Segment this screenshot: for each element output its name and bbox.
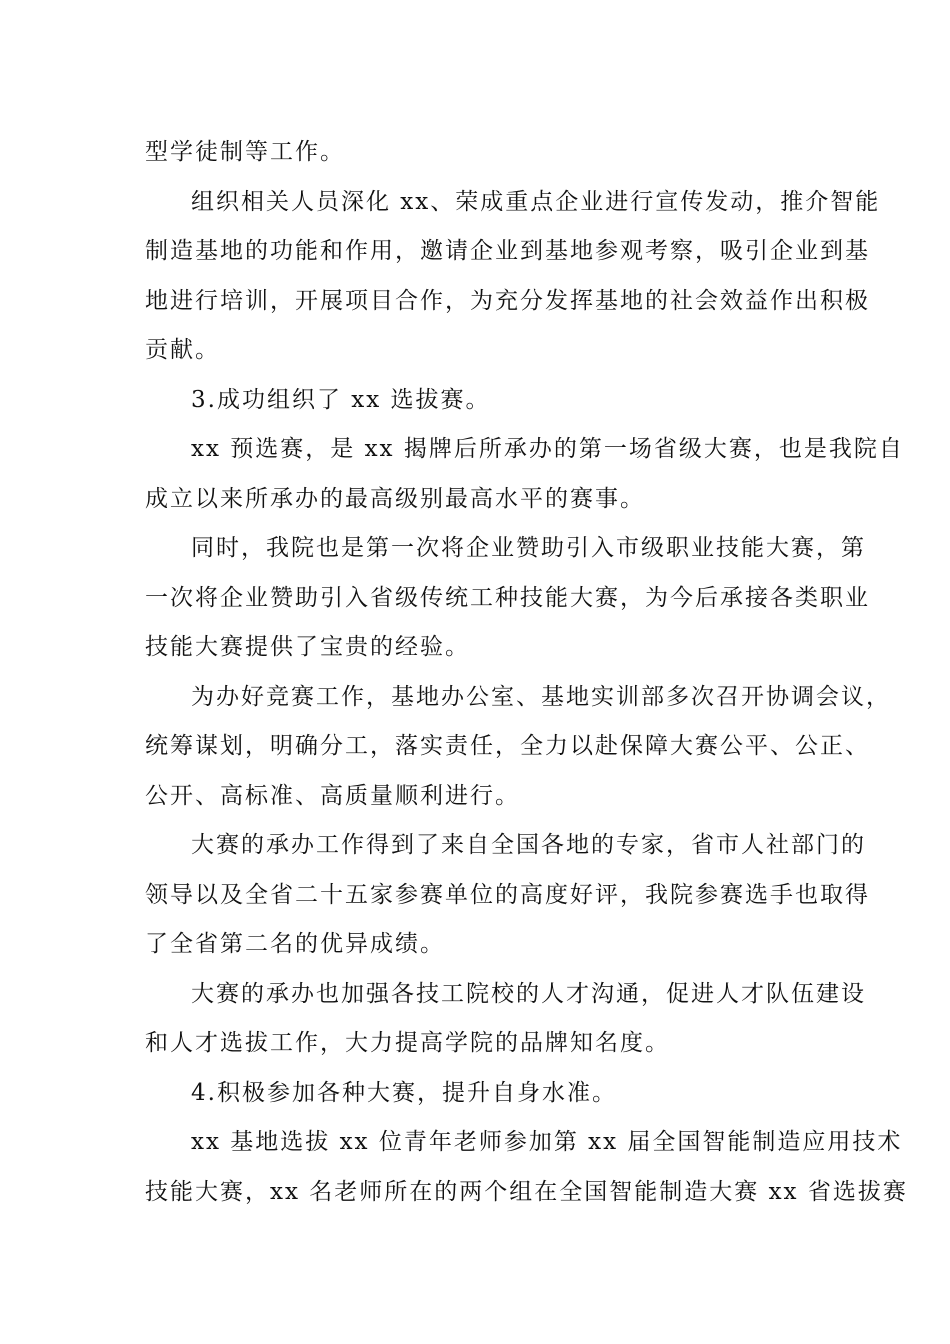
text-line: xx 预选赛，是 xx 揭牌后所承办的第一场省级大赛，也是我院自 [191, 436, 904, 462]
text-line: 大赛的承办工作得到了来自全国各地的专家，省市人社部门的 [191, 832, 866, 858]
text-line: 组织相关人员深化 xx、荣成重点企业进行宣传发动，推介智能 [191, 188, 881, 215]
text-line: 技能大赛提供了宝贵的经验。 [145, 634, 470, 660]
text-line: 地进行培训，开展项目合作，为充分发挥基地的社会效益作出积极 [145, 287, 870, 314]
text-line: 一次将企业赞助引入省级传统工种技能大赛，为今后承接各类职业 [145, 584, 870, 611]
text-line: 制造基地的功能和作用，邀请企业到基地参观考察，吸引企业到基 [145, 238, 870, 264]
text-line: xx 基地选拔 xx 位青年老师参加第 xx 届全国智能制造应用技术 [191, 1129, 903, 1155]
text-line: 公开、高标准、高质量顺利进行。 [145, 782, 520, 809]
text-line: 和人才选拔工作，大力提高学院的品牌知名度。 [145, 1030, 670, 1056]
text-line: 大赛的承办也加强各技工院校的人才沟通，促进人才队伍建设 [191, 980, 866, 1007]
text-line: 领导以及全省二十五家参赛单位的高度好评，我院参赛选手也取得 [145, 881, 870, 908]
document-body [145, 128, 908, 1217]
text-line: 技能大赛，xx 名老师所在的两个组在全国智能制造大赛 xx 省选拔赛 [145, 1178, 908, 1205]
text-line: 成立以来所承办的最高级别最高水平的赛事。 [145, 485, 645, 512]
text-line: 了全省第二名的优异成绩。 [145, 931, 445, 957]
text-line: 贡献。 [145, 337, 220, 363]
section-heading: 4.积极参加各种大赛，提升自身水准。 [191, 1079, 617, 1106]
text-line: 统筹谋划，明确分工，落实责任，全力以赴保障大赛公平、公正、 [145, 733, 870, 759]
text-line: 为办好竞赛工作，基地办公室、基地实训部多次召开协调会议， [191, 683, 891, 710]
text-line: 同时，我院也是第一次将企业赞助引入市级职业技能大赛，第 [191, 535, 866, 561]
text-line: 型学徒制等工作。 [145, 139, 345, 165]
section-heading: 3.成功组织了 xx 选拔赛。 [191, 386, 491, 413]
